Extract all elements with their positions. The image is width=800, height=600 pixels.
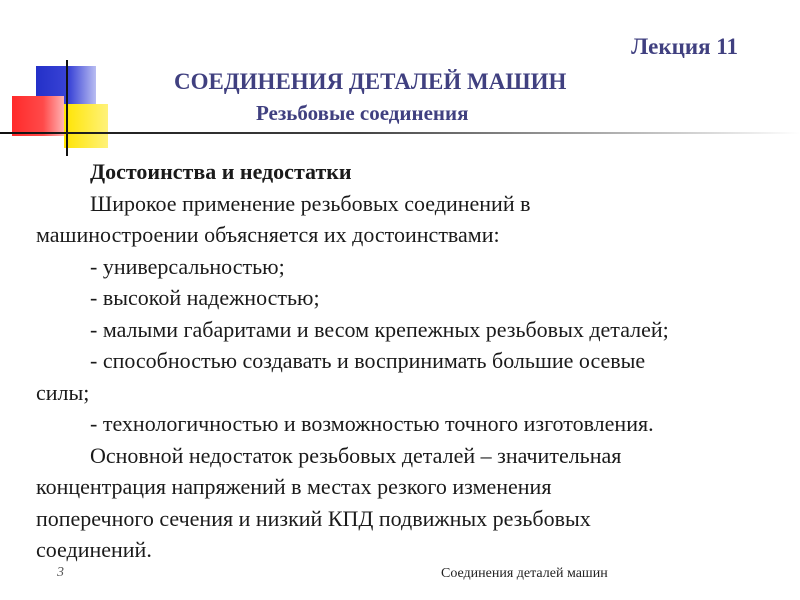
red-square	[12, 96, 64, 136]
body-line: Основной недостаток резьбовых деталей – значительная	[90, 442, 622, 468]
list-item: - малыми габаритами и весом крепежных резьбовых деталей;	[90, 316, 669, 342]
yellow-square	[64, 104, 108, 148]
body-line: машиностроении объясняется их достоинствами:	[36, 222, 500, 247]
list-item-continuation: силы;	[36, 379, 90, 405]
footer-caption: Соединения деталей машин	[441, 566, 608, 581]
list-item: - высокой надежностью;	[90, 285, 320, 310]
slide-logo	[0, 0, 130, 160]
slide-subtitle: Резьбовые соединения	[256, 101, 469, 125]
body-line: концентрация напряжений в местах резкого изменения	[36, 474, 552, 499]
vertical-rule	[66, 60, 68, 156]
slide-title: СОЕДИНЕНИЯ ДЕТАЛЕЙ МАШИН	[174, 69, 567, 94]
list-item: - универсальностью;	[90, 253, 285, 279]
header-rule	[0, 132, 800, 134]
section-heading: Достоинства и недостатки	[90, 159, 352, 184]
body-line: Широкое применение резьбовых соединений в	[90, 190, 531, 216]
body-line: поперечного сечения и низкий КПД подвижных резьбовых	[36, 505, 591, 531]
page-number: 3	[57, 565, 64, 580]
lecture-number: Лекция 11	[631, 34, 738, 59]
list-item: - способностью создавать и воспринимать большие осевые	[90, 348, 646, 373]
body-line: соединений.	[36, 537, 152, 562]
list-item: - технологичностью и возможностью точного изготовления.	[90, 411, 654, 436]
slide-body	[36, 156, 796, 566]
